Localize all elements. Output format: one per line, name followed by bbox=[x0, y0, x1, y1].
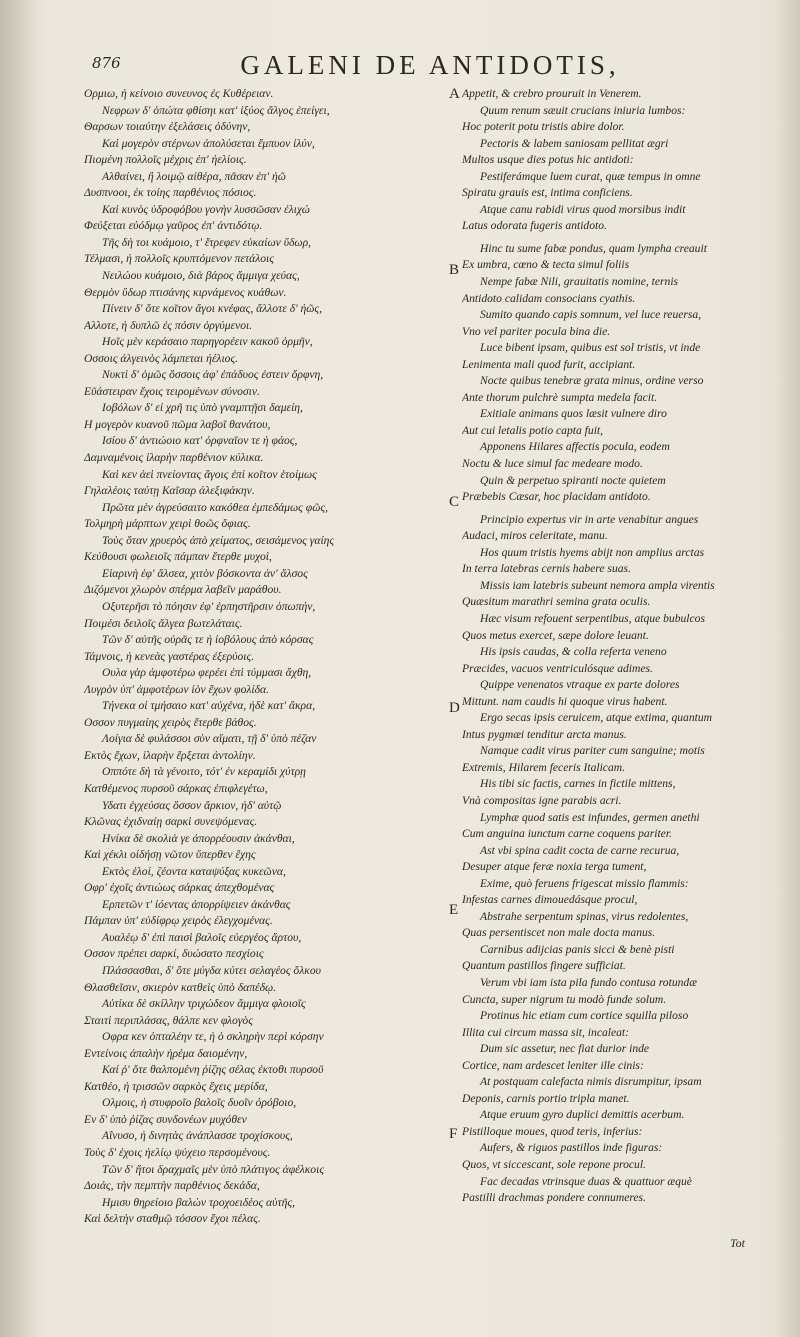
latin-verse-line: Principio expertus vir in arte venabitur angues bbox=[480, 512, 699, 526]
latin-verse-line: Hos quum tristis hyems abijt non amplius arctas bbox=[480, 545, 705, 559]
latin-verse-line: Spiratu grauis est, intima conficiens. bbox=[462, 186, 633, 200]
section-marker-a: A bbox=[449, 86, 460, 102]
latin-verse-line: Nempe fabæ Nili, grauitatis nomine, ternis bbox=[480, 275, 679, 289]
greek-verse-line: Ηοῖς μὲν κεράσαιο παρηγορέειν κακοῦ ὀρμῆν, bbox=[102, 335, 313, 349]
section-marker-d: D bbox=[449, 700, 460, 716]
greek-verse-line: Τοὺς δ' ἐχοις ἠελίῳ ψύχειο περσομένους. bbox=[84, 1146, 271, 1159]
latin-verse-line: Fac decadas vtrinsque duas & quattuor æquè bbox=[480, 1174, 692, 1188]
greek-verse-line: Τέλμασι, ἠ πολλοῖς κρυπτόμενον πετάλοις bbox=[84, 252, 274, 266]
latin-verse-line: Abstrahe serpentum spinas, virus redolentes, bbox=[480, 909, 689, 923]
latin-verse-line: Quas persentiscet non male docta manus. bbox=[462, 926, 656, 940]
latin-verse-line: Ergo secas ipsis ceruicem, atque extima, quantum bbox=[480, 711, 713, 725]
greek-verse-line: Νειλώου κυάμοιο, διὰ βάρος ἄμμιγα χεύας, bbox=[102, 269, 300, 283]
greek-verse-line: Αλθαίνει, ἢ λοιμῷ αἰθέρα, πᾶσαν ἐπ' ἠῶ bbox=[102, 169, 286, 183]
greek-verse-line: Πρῶτα μὲν ἀγρεύσαιτο κακόθεα ἐμπεδάμως φῶς, bbox=[102, 500, 328, 514]
latin-verse-line: Quum renum sæuit crucians iniuria lumbos: bbox=[480, 103, 686, 117]
greek-verse-line: Οσσοις ἀλγεινὸς λάμπεται ἠέλιος. bbox=[84, 351, 239, 365]
greek-verse-line: Ηνίκα δὲ σκολιὰ γε ἀπορρέουσιν ἀκάνθαι, bbox=[102, 831, 295, 845]
latin-verse-line: Illita cui circum massa sit, incaleat: bbox=[462, 1025, 630, 1039]
greek-verse-line: Γηλαλέοις ταύτῃ Καῖσαρ ἀλεξιφάκην. bbox=[84, 484, 255, 498]
greek-verse-line: Εντείνοις ἀπαλὴν ἠρέμα δαιομένην, bbox=[84, 1046, 248, 1060]
latin-verse-line: Atque eruum gyro duplici demittis acerbum. bbox=[480, 1108, 685, 1122]
latin-verse-line: Dum sic assetur, nec fiat durior inde bbox=[480, 1042, 650, 1056]
greek-verse-line: Αυαλέῳ δ' ἐπὶ παισὶ βαλοῖς εὐεργέος ἄρτου, bbox=[102, 930, 302, 944]
latin-verse-line: Lymphæ quod satis est infundes, germen anethi bbox=[480, 810, 700, 824]
greek-verse-line: Η μογερὸν κυανοῦ πῶμα λαβοῖ θανάτου, bbox=[84, 417, 271, 431]
latin-verse-line: Nocte quibus tenebræ grata minus, ordine verso bbox=[480, 374, 704, 388]
greek-verse-line: Τάμνοις, ἠ κενεὰς γαστέρας ἐξερύοις. bbox=[84, 649, 255, 663]
latin-verse-line: Atque canu rabidi virus quod morsibus indit bbox=[480, 202, 686, 216]
greek-verse-line: Καὶ δελτὴν σταθμῷ τόσσον ἔχοι πέλας. bbox=[84, 1212, 261, 1226]
latin-verse-line: Vnà compositas igne parabis acri. bbox=[462, 793, 622, 807]
latin-verse-line: Ast vbi spina cadit cocta de carne recurua, bbox=[480, 843, 680, 857]
latin-verse-line: Quos, vt siccescant, sole repone procul. bbox=[462, 1158, 646, 1171]
greek-verse-line: Οσσον πυγμαίης χειρὸς ἔτερθε βάθος. bbox=[84, 715, 257, 729]
greek-verse-line: Ουλα γὰρ ἀμφοτέρω φερέει ἐπὶ τύμμασι ἄχθη, bbox=[102, 666, 312, 680]
latin-verse-line: Quin & perpetuo spiranti nocte quietem bbox=[480, 473, 666, 487]
latin-verse-line: Infestas carnes dimouedásque procul, bbox=[462, 893, 638, 907]
latin-verse-line: Desuper atque feræ noxia terga tument, bbox=[462, 860, 647, 874]
latin-verse-line: Extremis, Hilarem feceris Italicam. bbox=[462, 760, 626, 774]
greek-verse-line: Διζόμενοι χλωρὸν σπέρμα λαβεῖν μαράθου. bbox=[84, 583, 282, 597]
greek-verse-line: Πίνειν δ' ὅτε κοῖτον ἄγοι κνέφας, ἄλλοτε δ' ἠῶς, bbox=[102, 302, 323, 316]
greek-verse-line: Πλάσσασθαι, δ' ὅτε μύγδα κύτει σελαγέος ὄλκου bbox=[102, 963, 321, 977]
latin-verse-line: Præcides, vacuos ventriculósque adimes. bbox=[462, 661, 653, 675]
page-number: 876 bbox=[92, 54, 121, 72]
page-edge-shadow bbox=[776, 0, 800, 1337]
latin-verse-line: Quippe venenatos vtraque ex parte dolores bbox=[480, 678, 680, 692]
latin-verse-line: Cum anguina iunctum carne coquens pariter. bbox=[462, 827, 672, 841]
latin-verse-line: Quantum pastillos fingere sufficiat. bbox=[462, 959, 626, 973]
latin-verse-line: Apponens Hilares affectis pocula, eodem bbox=[480, 440, 670, 454]
latin-verse-line: Deponis, carnis portio tripla manet. bbox=[462, 1091, 630, 1105]
greek-verse-line: Ορμιω, ἠ κείνοιο συνευνος ἐς Κυθέρειαν. bbox=[84, 87, 274, 100]
latin-verse-line: Multos usque dies potus hic antidoti: bbox=[462, 153, 634, 167]
latin-verse-line: Antidoto calidam consocians cyathis. bbox=[462, 291, 636, 305]
latin-verse-line: Pectoris & labem saniosam pellitat ægri bbox=[480, 136, 669, 150]
greek-verse-line: Λοίγια δὲ φυλάσσοι σὺν αἵματι, τῇ δ' ὑπὸ πέζαν bbox=[102, 732, 317, 746]
latin-verse-line: Sumito quando capis somnum, vel luce reuersa, bbox=[480, 308, 702, 322]
greek-verse-line: Λυγρὸν ὑπ' ἀμφοτέρων ἰὸν ἔχων φολίδα. bbox=[84, 682, 269, 696]
latin-verse-line: Vno vel pariter pocula bina die. bbox=[462, 324, 611, 338]
greek-verse-line: Οξυτερῆσι τὸ πόησιν ἐφ' ἑρπηστῆρσιν ὀπωπήν, bbox=[102, 599, 316, 613]
latin-verse-line: Exime, quò feruens frigescat missio flammis: bbox=[480, 876, 689, 890]
greek-verse-line: Υδατι ἐγχεύσας ὅσσον ἄρκιον, ἠδ' αὐτῷ bbox=[102, 798, 282, 812]
latin-verse-line: Aufers, & riguos pastillos inde figuras: bbox=[480, 1141, 663, 1155]
greek-verse-line: Πάμπαν ὑπ' εὐδίφρῳ χειρὸς ἐλεγχομένας. bbox=[84, 914, 273, 928]
latin-verse-line: Missis iam latebris subeunt nemora ampla virentis bbox=[480, 578, 715, 592]
latin-verse-line: His ipsis caudas, & colla referta veneno bbox=[480, 645, 667, 659]
greek-verse-line: Καὶ μογερὸν στέρνων ἀπολύσεται ἔμπυον ἰλύν, bbox=[102, 136, 315, 150]
greek-verse-line: Δαμναμένοις ἱλαρὴν παρθένιον κύλικα. bbox=[84, 451, 264, 465]
greek-verse-line: Ιοβόλων δ' εἰ χρῆ τις ὑπὸ γναμπτῇσι δαμείη, bbox=[102, 401, 303, 415]
greek-verse-line: Τήνεκα οἱ τμήσαιο κατ' αὐχένα, ἠδὲ κατ' ἄκρα, bbox=[102, 699, 316, 713]
latin-verse-line: Protinus hic etiam cum cortice squilla piloso bbox=[480, 1009, 689, 1023]
greek-verse-line: Θαρσων τοιαύτην ἐξελάσεις ὀδύνην, bbox=[84, 120, 251, 134]
greek-verse-line: Νυκτὶ δ' ὁμῶς ὅσσοις ἀφ' ἐπάδυος ἐστειν ὄρφνη, bbox=[102, 368, 324, 382]
latin-verse-line: Verum vbi iam ista pila fundo contusa rotundæ bbox=[480, 975, 697, 989]
latin-verse-line: Luce bibent ipsam, quibus est sol tristis, vt inde bbox=[480, 341, 701, 355]
greek-verse-line: Τῶν δ' αὐτῆς οὐρᾶς τε ἠ ἰοβόλους ἀπὸ κόρσας bbox=[102, 633, 314, 647]
greek-verse-line: Εκτὸς ἑλοί, ζέοντα καταψύξας κυκεῶνα, bbox=[102, 864, 286, 878]
greek-verse-line: Καὶ κυνὸς ὑδροφόβου γονὴν λυσσῶσαν ἐλιχώ bbox=[102, 202, 310, 216]
greek-verse-line: Τοὺς ὅταν χρυερὸς ἀπὸ χείματος, σεισάμενος γαίης bbox=[102, 533, 335, 547]
page-gutter-shadow bbox=[0, 0, 40, 1337]
latin-verse-line: Noctu & luce simul fac medeare modo. bbox=[462, 457, 643, 471]
section-marker-c: C bbox=[449, 494, 460, 510]
greek-verse-line: Εν δ' ὑπὸ ῥίζας συνδονέων μυχόθεν bbox=[84, 1112, 247, 1126]
latin-verse-line: At postquam calefacta nimis disrumpitur, ipsam bbox=[480, 1075, 702, 1089]
latin-verse-line: Hoc poterit potu tristis abire dolor. bbox=[462, 120, 625, 134]
latin-verse-line: Cortice, nam ardescet leniter ille cinis: bbox=[462, 1058, 644, 1072]
greek-verse-line: Θερμὸν ὕδωρ πτισάνης κιρνάμενος κυάθων. bbox=[84, 285, 287, 299]
greek-verse-line: Δυσπνοοι, ἐκ τοίης παρθένιος πόσιος. bbox=[84, 186, 257, 200]
latin-verse-line: Pastilli drachmas pondere connumeres. bbox=[462, 1191, 646, 1205]
greek-verse-line: Ολμοις, ἠ στυφροῖο βαλοῖς δυοῖν ὀρόβοιο, bbox=[102, 1096, 297, 1110]
greek-verse-line: Κατθέο, ἠ τρισσῶν σαρκὸς ἔχεις μερίδα, bbox=[84, 1079, 268, 1093]
greek-verse-line: Καὶ χέκλι οἰδήσῃ νῶτον ὕπερθεν ἔχης bbox=[84, 848, 256, 862]
latin-verse-line: Quæsitum marathri semina grata oculis. bbox=[462, 595, 651, 609]
greek-verse-line: Φεύξεται εὐόδμῳ γαῦρος ἐπ' ἀντιδότῳ. bbox=[84, 219, 263, 233]
latin-verse-line: Hinc tu sume fabæ pondus, quam lympha creauit bbox=[480, 241, 707, 255]
greek-verse-line: Καί ῥ' ὅτε θαλπομένη ῥίζης σέλας ἐκτοθι πυρσοῦ bbox=[102, 1063, 324, 1077]
greek-verse-line: Οσσον πρέπει σαρκί, δυώσατο πεσχίοις bbox=[84, 947, 264, 961]
greek-verse-line: Ερπετῶν τ' ἰόεντας ἀπορρίψειεν ἀκάνθας bbox=[102, 897, 291, 911]
greek-verse-line: Θλασθεῖσιν, σκιερὸν κατθεὶς ὑπὸ δαπέδῳ. bbox=[84, 980, 277, 994]
greek-verse-line: Πιομένη πολλοῖς μέχρις ἐπ' ἠελίοις. bbox=[84, 153, 247, 167]
greek-verse-line: Εῦάστειραν ἔχοις τειρομένων σύνοσιν. bbox=[84, 384, 260, 398]
greek-verse-line: Οφρα κεν ὀπταλέην τε, ἠ ὁ σκληρὴν περὶ κόρσην bbox=[102, 1030, 324, 1044]
section-marker-b: B bbox=[449, 262, 460, 278]
greek-verse-line: Νεφρων δ' ὁπώτα φθίσηι κατ' ἰξύος ἄλγος ἐπείγει, bbox=[102, 103, 330, 117]
latin-verse-line: Quos metus exercet, sæpe dolore leuant. bbox=[462, 628, 649, 642]
greek-verse-line: Ισίου δ' ἀντιώοιο κατ' ὀρφναῖον τε ἠ φάος, bbox=[102, 434, 298, 448]
greek-verse-line: Οππότε δὴ τὰ γένοιτο, τότ' ἐν κεραμίδι χύτρῃ bbox=[102, 765, 306, 779]
greek-verse-line: Αὐτίκα δὲ σκίλλην τριχώδεον ἄμμιγα φλοιοῖς bbox=[102, 997, 306, 1011]
latin-verse-line: Ex umbra, cœno & tecta simul foliis bbox=[462, 258, 630, 272]
greek-verse-line: Οφρ' ἐχοῖς ἀντιώως σάρκας ἀπεχθομένας bbox=[84, 881, 275, 895]
greek-verse-line: Ποιμέσι δειλοῖς ἄλγεα βωτελάταις. bbox=[84, 616, 243, 630]
latin-verse-line: In terra latebras cernis habere suas. bbox=[462, 562, 631, 576]
latin-verse-line: Audaci, miros celeritate, manu. bbox=[462, 529, 608, 543]
latin-text-column bbox=[462, 86, 762, 1207]
latin-verse-line: Hæc visum refouent serpentibus, atque bubulcos bbox=[480, 611, 705, 625]
latin-verse-line: Lenimenta mali quod furit, accipiant. bbox=[462, 357, 636, 371]
greek-verse-line: Κλῶνας ἐχιδναίῃ σαρκὶ συνεψόμενας. bbox=[84, 815, 258, 829]
greek-verse-line: Ημισυ θηρείοιο βαλὼν τροχοειδέος αὐτῆς, bbox=[102, 1195, 295, 1209]
running-head: GALENI DE ANTIDOTIS, bbox=[240, 50, 620, 80]
catchword: Tot bbox=[730, 1236, 745, 1250]
latin-verse-line: Ante thorum pulchrè sumpta medela facit. bbox=[462, 390, 658, 404]
latin-verse-line: Namque cadit virus pariter cum sanguine; motis bbox=[480, 744, 705, 758]
greek-verse-line: Κατθέμενος πυρσοῦ σάρκας ἐπιφλεγέτω, bbox=[84, 781, 268, 795]
latin-verse-line: Pestiferámque luem curat, quæ tempus in omne bbox=[480, 169, 701, 183]
latin-verse-line: Pistilloque moues, quod teris, inferius: bbox=[462, 1124, 643, 1138]
latin-verse-line: Appetit, & crebro prouruit in Venerem. bbox=[462, 87, 642, 100]
greek-verse-line: Δοιάς, τὴν πεμπτὴν παρθένιος δεκάδα, bbox=[84, 1179, 260, 1193]
section-marker-f: F bbox=[449, 1126, 458, 1142]
greek-verse-line: Αΐνυσο, ἠ δινητὰς ἀνάπλασσε τροχίσκους, bbox=[102, 1129, 293, 1143]
latin-verse-line: Intus pygmæi tenditur arcta manus. bbox=[462, 727, 627, 741]
latin-verse-line: Mittunt. nam caudis hi quoque virus habent. bbox=[462, 694, 668, 708]
latin-verse-line: Præbebis Cæsar, hoc placidam antidoto. bbox=[462, 490, 651, 504]
greek-verse-line: Εκτὸς ἔχων, ἱλαρὴν ἔρξεται ἀντολίην. bbox=[84, 748, 256, 762]
greek-verse-line: Αλλοτε, ἠ δυπλῶ ἐς πόσιν ὀργύμενοι. bbox=[84, 318, 253, 332]
latin-verse-line: His tibi sic factis, carnes in fictile mittens, bbox=[480, 777, 676, 791]
section-marker-e: E bbox=[449, 902, 459, 918]
greek-verse-line: Τῆς δὴ τοι κυάμοιο, τ' ἔτρεφεν εὐκαίων ὕδωρ, bbox=[102, 235, 312, 249]
greek-verse-line: Τῶν δ' ἤτοι δραχμαῖς μὲν ὑπὸ πλάτιγος ἀφέλκοις bbox=[102, 1162, 325, 1176]
greek-verse-line: Κεύθουσι φωλειοῖς πάμπαν ἔτερθε μυχοὶ, bbox=[84, 550, 272, 564]
latin-verse-line: Exitiale animans quos læsit vulnere diro bbox=[480, 407, 667, 421]
greek-text-column bbox=[84, 86, 446, 1228]
latin-verse-line: Latus odorata fugeris antidoto. bbox=[462, 219, 607, 233]
greek-verse-line: Σταιτὶ περιπλάσας, θάλπε κεν φλογὸς bbox=[84, 1013, 253, 1027]
latin-verse-line: Carnibus adijcias panis sicci & benè pisti bbox=[480, 942, 675, 956]
latin-verse-line: Aut cui letalis potio capta fuit, bbox=[462, 423, 604, 437]
greek-verse-line: Καὶ κεν ἀεὶ πνείοντας ἄγοις ἐπὶ κοῖτον ἑτοίμως bbox=[102, 467, 317, 481]
latin-verse-line: Cuncta, super nigrum tu modò funde solum. bbox=[462, 992, 667, 1006]
greek-verse-line: Εἰαρινὴ ἐφ' ἄλσεα, χιτὸν βόσκοντα ἀν' ἄλσος bbox=[102, 566, 308, 580]
greek-verse-line: Τολμηρὴ μάρπτων χειρὶ θοῶς ὄφιας. bbox=[84, 517, 251, 531]
